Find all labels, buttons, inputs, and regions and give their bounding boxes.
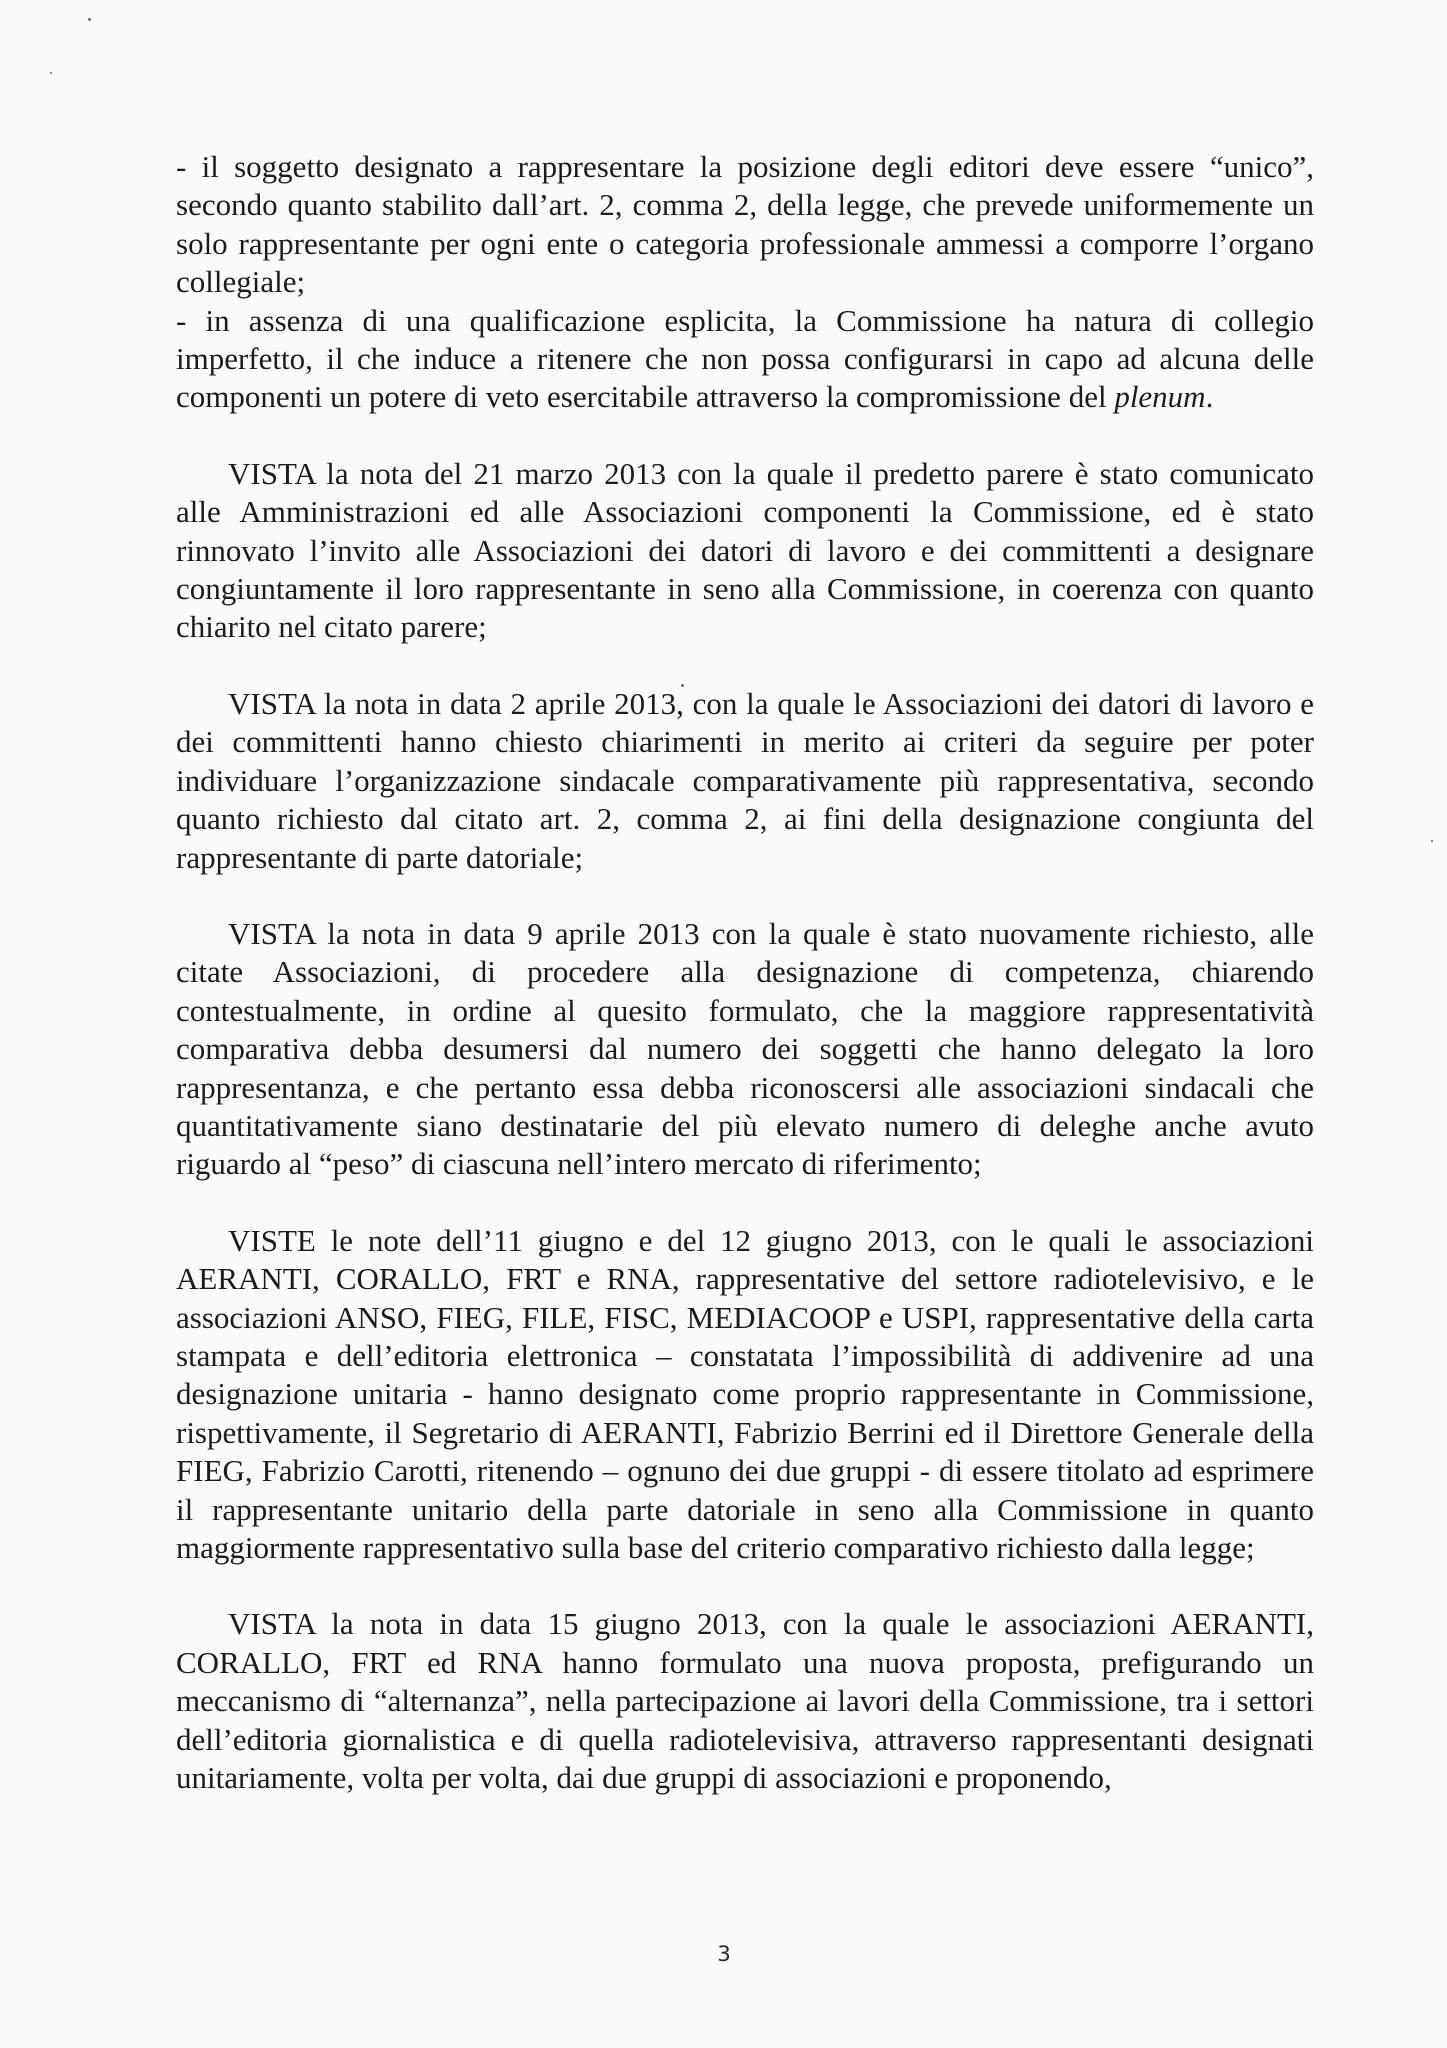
- list-item: - il soggetto designato a rappresentare la posizione degli editori deve essere “unico”, secondo quanto stabilito dall’art. 2, comma 2, della legge, che prevede uniformemente un solo rappresentante per ogni ente o categoria professionale ammessi a comporre l’organo collegiale;: [176, 149, 1314, 300]
- scan-speck: [1431, 840, 1433, 842]
- paragraph-vista-15-giugno: VISTA la nota in data 15 giugno 2013, con la quale le associazioni AERANTI, CORALLO, FRT ed RNA hanno formulato una nuova proposta, prefigurando un meccanismo di “alternanza”, nella partecipazione ai lavori della Commissione, tra i settori dell’editoria giornalistica e di quella radiotelevisiva, attraverso rappresentanti designati unitariamente, volta per volta, dai due gruppi di associazioni e proponendo,: [176, 1606, 1314, 1796]
- list-item: [176, 302, 1314, 417]
- page-number: 3: [717, 1942, 731, 1966]
- list-item-text: - in assenza di una qualificazione esplicita, la Commissione ha natura di collegio imperfetto, il che induce a ritenere che non possa configurarsi in capo ad alcuna delle componenti un potere di veto esercitabile attraverso la compromissione del: [176, 302, 1314, 415]
- paragraph-viste-giugno: VISTE le note dell’11 giugno e del 12 giugno 2013, con le quali le associazioni AERANTI, CORALLO, FRT e RNA, rappresentative del settore radiotelevisivo, e le associazioni ANSO, FIEG, FILE, FISC, MEDIACOOP e USPI, rappresentative della carta stampata e dell’editoria elettronica – constatata l’impossibilità di addivenire ad una designazione unitaria - hanno designato come proprio rappresentante in Commissione, rispettivamente, il Segretario di AERANTI, Fabrizio Berrini ed il Direttore Generale della FIEG, Fabrizio Carotti, ritenendo – ognuno dei due gruppi - di essere titolato ad esprimere il rappresentante unitario della parte datoriale in seno alla Commissione in quanto maggiormente rappresentativo sulla base del criterio comparativo richiesto dalla legge;: [176, 1222, 1314, 1565]
- paragraph-vista-21-marzo: VISTA la nota del 21 marzo 2013 con la quale il predetto parere è stato comunicato alle Amministrazioni ed alle Associazioni componenti la Commissione, ed è stato rinnovato l’invito alle Associazioni dei datori di lavoro e dei committenti a designare congiuntamente il loro rappresentante in seno alla Commissione, in coerenza con quanto chiarito nel citato parere;: [176, 455, 1314, 645]
- intro-list: [176, 148, 1314, 417]
- document-body: [176, 148, 1314, 1797]
- italic-term: plenum: [1114, 379, 1206, 415]
- paragraph-vista-2-aprile: VISTA la nota in data 2 aprile 2013, con la quale le Associazioni dei datori di lavoro e dei committenti hanno chiesto chiarimenti in merito ai criteri da seguire per poter individuare l’organizzazione sindacale comparativamente più rappresentativa, secondo quanto richiesto dal citato art. 2, comma 2, ai fini della designazione congiunta del rappresentante di parte datoriale;: [176, 685, 1314, 875]
- scan-speck: [50, 72, 52, 74]
- scan-speck: [88, 18, 91, 21]
- paragraph-vista-9-aprile: VISTA la nota in data 9 aprile 2013 con la quale è stato nuovamente richiesto, alle citate Associazioni, di procedere alla designazione di competenza, chiarendo contestualmente, in ordine al quesito formulato, che la maggiore rappresentatività comparativa debba desumersi dal numero dei soggetti che hanno delegato la loro rappresentanza, e che pertanto essa debba riconoscersi alle associazioni sindacali che quantitativamente siano destinatarie del più elevato numero di deleghe anche avuto riguardo al “peso” di ciascuna nell’intero mercato di riferimento;: [176, 915, 1314, 1182]
- punctuation: .: [1205, 379, 1214, 415]
